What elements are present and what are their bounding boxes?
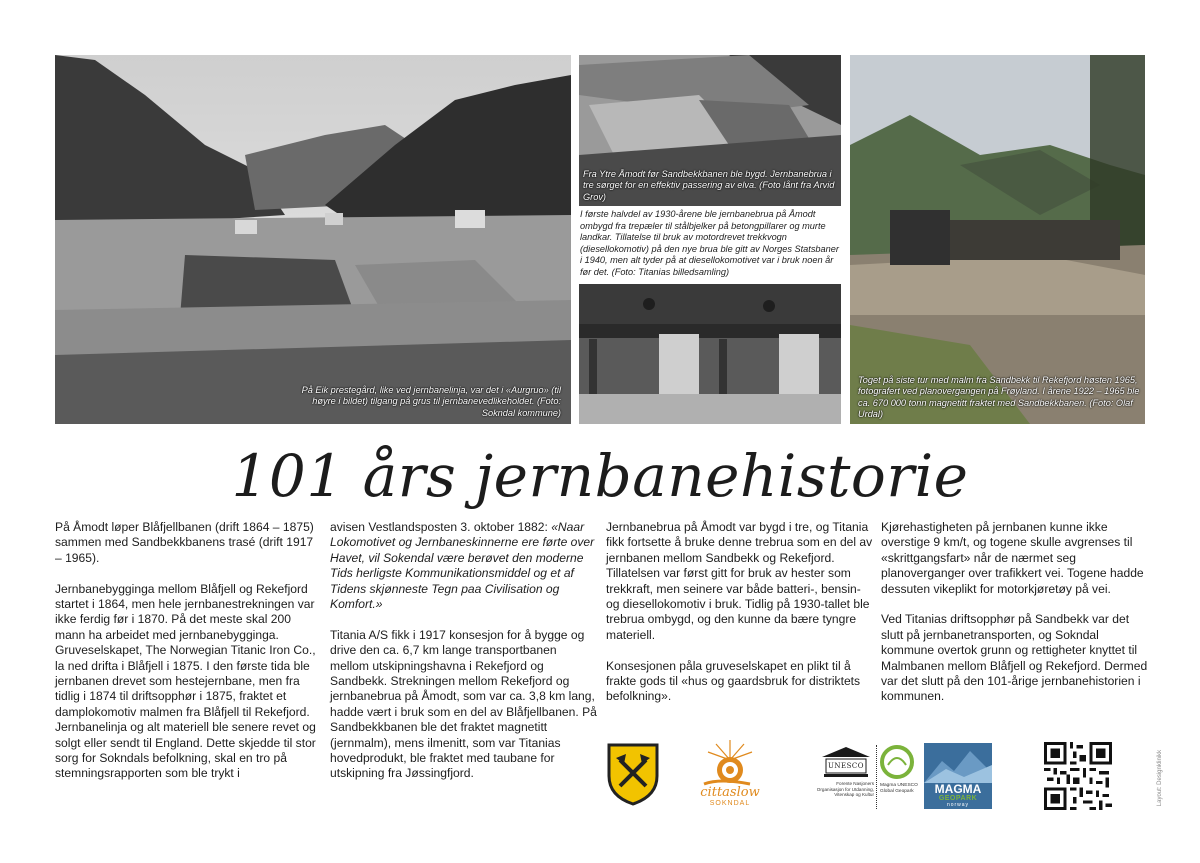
photo-landscape xyxy=(55,55,571,424)
page-title: 101 års jernbanehistorie xyxy=(231,442,969,510)
magma-wordmark: MAGMA xyxy=(934,782,982,796)
cittaslow-logo xyxy=(690,738,770,810)
photo-aerial-bridge xyxy=(579,55,841,206)
col2-paragraph-1 xyxy=(330,520,598,612)
design-credit xyxy=(1150,745,1162,825)
col2-newspaper-quote: «Naar Lokomotivet og Jernbaneskinnerne ere førte over Havet, vil Sokendal være berøvet den moderne Tids herligste Kommunikationsmiddel og et af Tidens skjønneste Tegn paa Civilisation og Komfort.» xyxy=(330,520,595,612)
mountain-icon xyxy=(924,743,992,783)
train-photo-image xyxy=(850,55,1145,424)
cittaslow-wordmark: cittaslow xyxy=(700,785,760,800)
col2-quote-lead: avisen Vestlandsposten 3. oktober 1882: xyxy=(330,520,552,534)
aerial-caption: Fra Ytre Åmodt før Sandbekkbanen ble bygd. Jernbanebrua i tre sørget for en effektiv passering av elva. (Foto lånt fra Arvid Grov) xyxy=(583,169,835,202)
bridge-photo-image xyxy=(579,284,841,424)
text-column-4 xyxy=(881,520,1149,720)
col3-paragraph-2: Konsesjonen påla gruveselskapet en plikt til å frakte gods til «hus og gaardsbruk for distriktets befolkning». xyxy=(606,658,861,704)
col2-paragraph-2: Titania A/S fikk i 1917 konsesjon for å bygge og drive den ca. 6,7 km lange transportbanen mellom utskipningshavna i Rekefjord og Sandbekk. Strekningen mellom Rekefjord og jernbanebrua på Åmodt, som var ca. 3,8 km lang, hadde vært i bruk som en del av Blåfjellbanen. På Sandbekkbanen ble det fraktet magnetitt (jernmalm), mens ilmenitt, som var Titanias hovedprodukt, ble fraktet med taubane for utskipning fra Jøssingfjord. xyxy=(330,627,597,781)
bridge-rebuild-text: I første halvdel av 1930-årene ble jernbanebrua på Åmodt ombygd fra trepæler til stålbjelker på betongpillarer og murte landkar. Tillatelse til bruk av motordrevet trekkvogn (diesellokomotiv) på den nye brua ble gitt av Norges Statsbaner i 1940, men alt tyder på at diesellokomotivet var i bruk noen år før det. (Foto: Titanias billedsamling) xyxy=(580,209,842,281)
cittaslow-place: SOKNDAL xyxy=(709,800,751,807)
unesco-text: Forente Nasjoners Organisasjon for Utdanning, Vitenskap og Kultur xyxy=(816,781,874,798)
col4-paragraph-1: Kjørehastigheten på jernbanen kunne ikke overstige 9 km/t, og togene skulle avgrenses til «skrittgangsfart» når de nærmet seg planoverganger over trafikkert vei. Togene hadde dessuten vikeplikt for motorkjøretøy på vei. xyxy=(881,520,1144,596)
sokndal-coat-of-arms-logo xyxy=(606,742,660,806)
photo-last-train xyxy=(850,55,1145,424)
col3-paragraph-1: Jernbanebrua på Åmodt var bygd i tre, og Titania fikk fortsette å bruke denne trebrua som en del av jernbanen mellom Sandbekk og Rekefjord. Tillatelsen var først gitt for bruk av hester som trekkraft, men seinere var både batteri-, bensin- og diesellokomotiv i bruk. Tidlig på 1930-tallet ble trebrua ombygd, og den kunne da bære tyngre materiell. xyxy=(606,520,873,642)
magma-unesco-text: Magma UNESCO Global Geopark xyxy=(880,783,918,794)
magma-unesco-logo xyxy=(880,745,920,813)
shield-icon xyxy=(606,742,660,806)
geopark-circle-icon xyxy=(880,745,914,779)
norway-wordmark: norway xyxy=(946,802,970,808)
train-caption: Toget på siste tur med malm fra Sandbekk til Rekefjord høsten 1965, fotografert ved planovergangen på Frøyland. I årene 1922 – 1965 ble ca. 670 000 tonn magnetitt fraktet med Sandbekkbanen. (Foto: Olaf Urdal) xyxy=(858,375,1140,419)
unesco-wordmark: UNESCO xyxy=(827,762,865,770)
design-credit-text: Layout: Designklinikk xyxy=(1157,749,1163,807)
text-column-3 xyxy=(606,520,874,720)
col1-paragraph-2: Jernbanebygginga mellom Blåfjell og Rekefjord startet i 1864, men hele jernbanestrekningen var ikke ferdig før i 1870. På det meste skal 200 mann ha arbeidet med jernbanebygginga. Gruveselskapet, The Norwegian Titanic Iron Co., la ned drifta i Blåfjell i 1875. I den første tida ble jernbanen drevet som hestejernbane, men fra tidlig i 1874 til driftsopphør i 1875, fraktet et damplokomotiv malmen fra Blåfjell til Rekefjord. Jernbanelinja og alt materiell ble senere revet og solgt eller sendt til England. Dette skjedde til stor sorg for Sokndals befolkning, skal en tro på stemningsrapporten som ble trykt i xyxy=(55,581,316,781)
col4-paragraph-2: Ved Titanias driftsopphør på Sandbekk var det slutt på jernbanetransporten, og Sokndal kommune overtok grunn og rettigheter knyttet til Malmbanen mellom Blåfjell og Rekefjord. Dermed var det slutt på den 101-årige jernbanehistorien i kommunen. xyxy=(881,612,1148,704)
photo-bridge-workers xyxy=(579,284,841,424)
unesco-logo xyxy=(818,745,874,815)
magma-geopark-logo xyxy=(924,743,992,809)
qr-code-icon xyxy=(1044,742,1112,810)
landscape-photo-image xyxy=(55,55,571,424)
text-column-2 xyxy=(330,520,598,797)
text-column-1 xyxy=(55,520,323,797)
landscape-caption: På Eik prestegård, like ved jernbanelinja, var det i «Aurgruo» (til høyre i bildet) tilgang på grus til jernbanevedlikeholdet. (Foto: Sokndal kommune) xyxy=(301,385,561,418)
col1-paragraph-1: På Åmodt løper Blåfjellbanen (drift 1864 – 1875) sammen med Sandbekkbanens trasé (drift 1917 – 1965). xyxy=(55,520,314,565)
geopark-wordmark: GEOPARK xyxy=(938,795,978,802)
unesco-divider xyxy=(876,745,878,809)
snail-icon xyxy=(690,738,770,788)
qr-code[interactable] xyxy=(1044,742,1112,810)
